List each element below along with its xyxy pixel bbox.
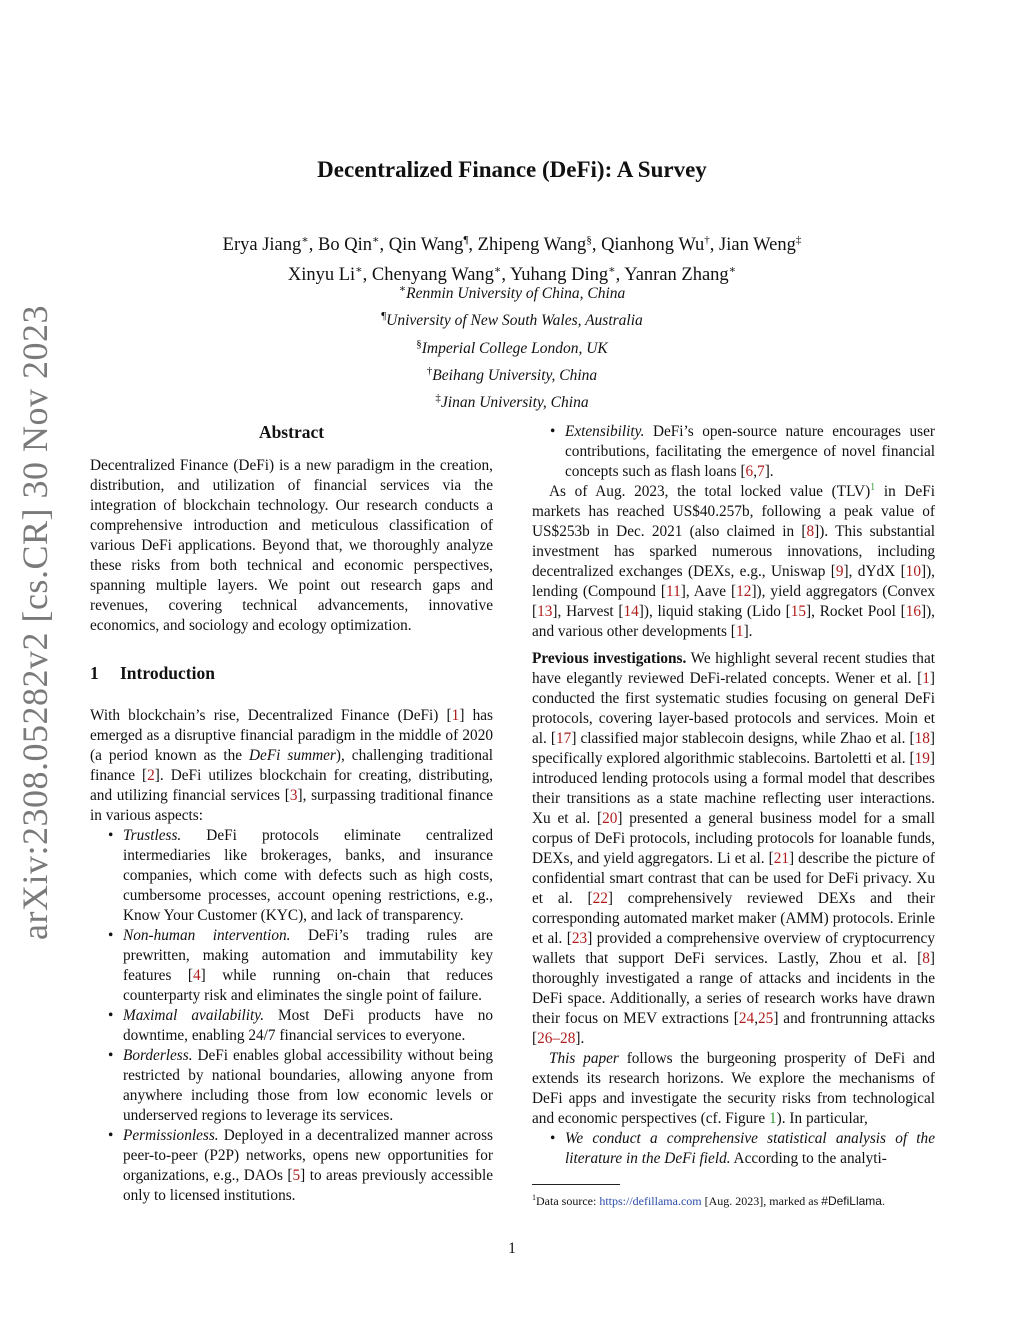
left-column bbox=[90, 422, 493, 1206]
author: Bo Qin∗ bbox=[318, 234, 380, 256]
citation-link[interactable]: 5 bbox=[292, 1167, 301, 1184]
citation-link[interactable]: 4 bbox=[193, 967, 201, 984]
author-line-2: Xinyu Li∗, Chenyang Wang∗, Yuhang Ding∗, Yanran Zhang∗ bbox=[287, 264, 737, 286]
author: Yanran Zhang∗ bbox=[624, 264, 737, 286]
author: Erya Jiang∗ bbox=[222, 234, 309, 256]
citation-link[interactable]: 21 bbox=[773, 850, 789, 867]
page-number: 1 bbox=[508, 1240, 516, 1257]
affiliation: †Beihang University, China bbox=[426, 365, 598, 385]
list-item: • Maximal availability. Most DeFi products have no downtime, enabling 24/7 financial services to everyone. bbox=[123, 1006, 493, 1046]
citation-link[interactable]: 19 bbox=[914, 750, 930, 767]
list-item: • We conduct a comprehensive statistical analysis of the literature in the DeFi field. According to the analyti- bbox=[565, 1129, 935, 1169]
citation-link[interactable]: 18 bbox=[914, 730, 930, 747]
affiliation-list bbox=[0, 278, 1024, 415]
list-item: • Borderless. DeFi enables global accessibility without being restricted by national boundaries, allowing anyone from anywhere including those from low economic levels or underserved regions to leverage its services. bbox=[123, 1046, 493, 1126]
arxiv-identifier: arXiv:2308.05282v2 [cs.CR] 30 Nov 2023 bbox=[15, 305, 55, 940]
citation-link[interactable]: 12 bbox=[736, 583, 752, 600]
citation-link[interactable]: 26–28 bbox=[537, 1030, 576, 1047]
footnote-rule bbox=[532, 1184, 620, 1185]
footnote-link[interactable]: 1 bbox=[870, 481, 876, 493]
section-heading-introduction: 1 Introduction bbox=[90, 663, 215, 683]
figure-link[interactable]: 1 bbox=[769, 1110, 777, 1127]
citation-link[interactable]: 11 bbox=[666, 583, 681, 600]
run-in-heading: Previous investigations. bbox=[532, 650, 687, 667]
tlv-paragraph: As of Aug. 2023, the total locked value (TLV)$^1$ in DeFi markets has reached US$40.257b, following a peak value of US$253b in Dec. 2021 (also claimed in [8]). This substantial investment has sparked numerous innovations, including decentralized exchanges (DEXs, e.g., Uniswap [9], dYdX [10]), lending (Compound [11], Aave [12]), yield aggregators (Convex [13], Harvest [14]), liquid staking (Lido [15], Rocket Pool [16]), and various other developments [1]. bbox=[532, 481, 936, 640]
abstract-heading: Abstract bbox=[258, 422, 325, 442]
citation-link[interactable]: 7 bbox=[757, 463, 765, 480]
author: Chenyang Wang∗ bbox=[371, 264, 502, 286]
intro-paragraph: With blockchain’s rise, Decentralized Finance (DeFi) [1] has emerged as a disruptive financial paradigm in the middle of 2020 (a period known as the DeFi summer), challenging traditional finance [2]. DeFi utilizes blockchain for creating, distributing, and utilizing financial services [3], surpassing traditional finance in various aspects: bbox=[90, 707, 494, 824]
list-item: • Trustless. DeFi protocols eliminate centralized intermediaries like brokerages, banks, and insurance companies, which come with defects such as high costs, cumbersome processes, account opening restrictions, e.g., Know Your Customer (KYC), and lack of transparency. bbox=[123, 826, 493, 926]
citation-link[interactable]: 24 bbox=[738, 1010, 755, 1027]
citation-link[interactable]: 6 bbox=[745, 463, 754, 480]
affiliation: ¶University of New South Wales, Australia bbox=[381, 310, 643, 330]
author-line-1: Erya Jiang∗, Bo Qin∗, Qin Wang¶, Zhipeng Wang§, Qianhong Wu†, Jian Weng‡ bbox=[222, 234, 802, 256]
affiliation: ∗Renmin University of China, China bbox=[398, 283, 626, 303]
right-column bbox=[532, 422, 935, 1169]
author: Qin Wang¶ bbox=[388, 234, 469, 256]
citation-link[interactable]: 8 bbox=[922, 950, 930, 967]
author: Zhipeng Wang§ bbox=[477, 234, 592, 256]
list-item: • Permissionless. Deployed in a decentralized manner across peer-to-peer (P2P) networks, opens new opportunities for organizations, e.g., DAOs [5] to areas previously accessible only to licensed institutions. bbox=[123, 1126, 493, 1206]
affiliation: ‡Jinan University, China bbox=[435, 392, 589, 412]
citation-link[interactable]: 1 bbox=[451, 707, 460, 724]
citation-link[interactable]: 10 bbox=[905, 563, 921, 580]
footnote: $^1$Data source: https://defillama.com [Aug. 2023], marked as #DefiLlama. bbox=[532, 1193, 885, 1208]
previous-investigations-paragraph: Previous investigations. We highlight several recent studies that have elegantly reviewed DeFi-related concepts. Wener et al. [1] conducted the first systematic studies focusing on general DeFi protocols, covering layer-based protocols and services. Moin et al. [17] classified major stablecoin designs, while Zhao et al. [18] specifically explored algorithmic stablecoins. Bartoletti et al. [19] introduced lending protocols using a formal model that describes their transitions as a state machine reflecting user interactions. Xu et al. [20] presented a general business model for a small corpus of DeFi protocols, including protocols for loanable funds, DEXs, and yield aggregators. Li et al. [21] describe the picture of confidential smart contrast that can be used for DeFi privacy. Xu et al. [22] comprehensively reviewed DEXs and their corresponding automated market maker (AMM) protocols. Erinle et al. [23] provided a comprehensive overview of cryptocurrency wallets that support DeFi services. Lastly, Zhou et al. [8] thoroughly investigated a range of attacks and incidents in the DeFi space. Additionally, a series of research works have drawn their focus on MEV extractions [24,25] and frontrunning attacks [26–28]. bbox=[532, 650, 935, 1047]
citation-link[interactable]: 17 bbox=[556, 730, 572, 747]
citation-link[interactable]: 1 bbox=[922, 670, 930, 687]
citation-link[interactable]: 1 bbox=[735, 623, 744, 640]
citation-link[interactable]: 15 bbox=[790, 603, 807, 620]
this-paper-paragraph: This paper follows the burgeoning prosperity of DeFi and extends its research horizons. We explore the mechanisms of DeFi apps and investigate the security risks from technological and economic perspectives (cf. Figure 1). In particular, bbox=[532, 1050, 935, 1127]
author: Jian Weng‡ bbox=[719, 234, 802, 256]
paper-title: Decentralized Finance (DeFi): A Survey bbox=[317, 157, 707, 182]
author: Yuhang Ding∗ bbox=[509, 264, 616, 286]
citation-link[interactable]: 22 bbox=[592, 890, 608, 907]
citation-link[interactable]: 16 bbox=[905, 603, 921, 620]
citation-link[interactable]: 14 bbox=[623, 603, 639, 620]
abstract-text: Decentralized Finance (DeFi) is a new paradigm in the creation, distribution, and utilization of financial services via the integration of blockchain technology. Our research conducts a comprehensive introduction and meticulous classification of various DeFi applications. Beyond that, we thoroughly analyze these risks from both technical and economic perspectives, spanning multiple layers. We point out research gaps and revenues, covering technical advancements, innovative economics, and sociology and ecology optimization. bbox=[90, 457, 493, 634]
citation-link[interactable]: 9 bbox=[835, 563, 844, 580]
citation-link[interactable]: 13 bbox=[537, 603, 553, 620]
author: Xinyu Li∗ bbox=[287, 264, 363, 286]
intro-bullet-list-continued bbox=[532, 422, 935, 482]
affiliation: §Imperial College London, UK bbox=[416, 337, 608, 357]
citation-link[interactable]: 8 bbox=[806, 523, 815, 540]
list-item: • Non-human intervention. DeFi’s trading rules are prewritten, making automation and immutability key features [4] while running on-chain that reduces counterparty risk and eliminates the single point of failure. bbox=[123, 926, 493, 1006]
citation-link[interactable]: 25 bbox=[758, 1010, 774, 1027]
list-item: • Extensibility. DeFi’s open-source nature encourages user contributions, facilitating the emergence of novel financial concepts such as flash loans [6,7]. bbox=[565, 422, 935, 482]
citation-link[interactable]: 23 bbox=[571, 930, 588, 947]
contribution-list bbox=[532, 1129, 935, 1169]
citation-link[interactable]: 3 bbox=[289, 787, 298, 804]
author: Qianhong Wu† bbox=[601, 234, 710, 256]
footnote-url-link[interactable]: https://defillama.com bbox=[599, 1194, 702, 1208]
citation-link[interactable]: 2 bbox=[147, 767, 155, 784]
intro-bullet-list bbox=[90, 826, 493, 1206]
citation-link[interactable]: 20 bbox=[602, 810, 618, 827]
